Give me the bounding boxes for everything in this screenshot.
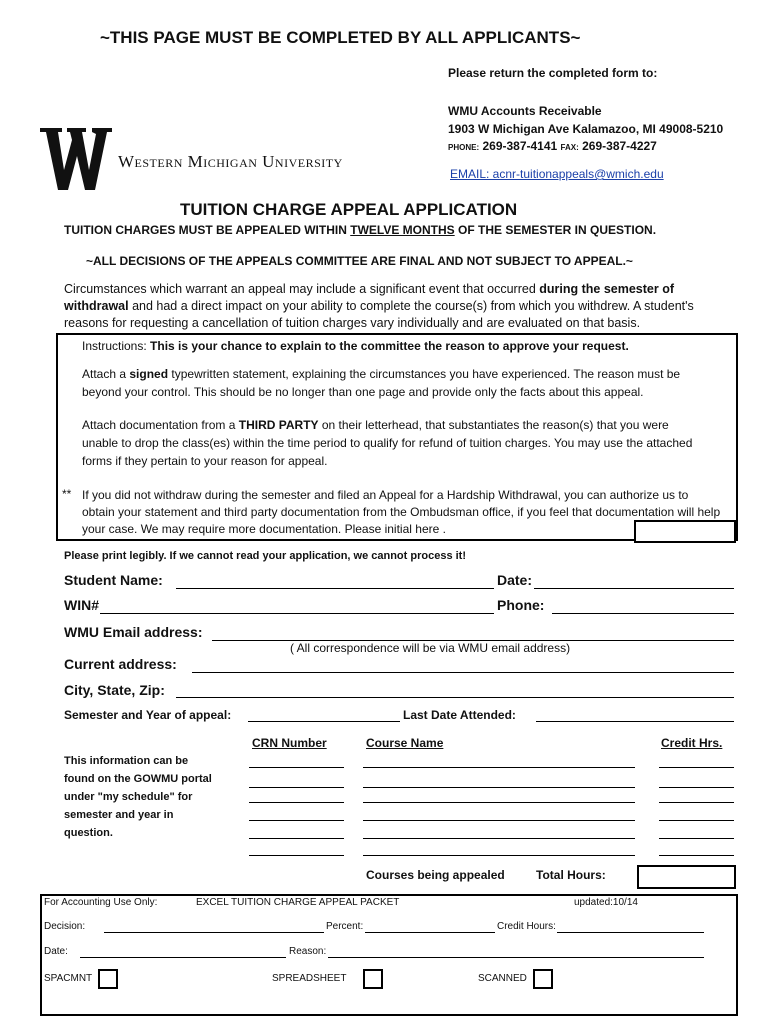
acct-date-label: Date: <box>44 946 68 957</box>
credit-hours-field[interactable] <box>557 932 704 933</box>
crn-field-3[interactable] <box>249 802 344 803</box>
last-date-label: Last Date Attended: <box>403 708 516 722</box>
date-label: Date: <box>497 572 533 588</box>
phone-label: PHONE: <box>448 143 480 152</box>
crn-field-5[interactable] <box>249 838 344 839</box>
phone-field-label: Phone: <box>497 597 545 613</box>
semester-year-label: Semester and Year of appeal: <box>64 708 232 722</box>
reason-label: Reason: <box>289 946 327 957</box>
course-name-field-3[interactable] <box>363 802 635 803</box>
circumstances-text: Circumstances which warrant an appeal may include a significant event that occurred <box>64 282 540 296</box>
deadline-pre: TUITION CHARGES MUST BE APPEALED WITHIN <box>64 223 351 237</box>
p1-c: typewritten statement, explaining the circumstances you have experienced. The reason must be beyond your control. This should be no longer than one page and provide only the facts about this appeal. <box>82 367 681 399</box>
instructions-p2 <box>82 416 702 470</box>
return-address: 1903 W Michigan Ave Kalamazoo, MI 49008-5210 <box>448 122 724 136</box>
phone-number: 269-387-4141 <box>482 139 558 153</box>
instructions-box-bottom <box>56 539 634 541</box>
course-name-field-2[interactable] <box>363 787 635 788</box>
wmu-w-mark-icon <box>40 126 112 192</box>
credit-field-2[interactable] <box>659 787 734 788</box>
decision-label: Decision: <box>44 921 86 932</box>
credit-field-6[interactable] <box>659 855 734 856</box>
city-state-zip-label: City, State, Zip: <box>64 682 165 698</box>
p1-a: Attach a <box>82 367 130 381</box>
course-name-header: Course Name <box>366 736 444 750</box>
crn-field-6[interactable] <box>249 855 344 856</box>
p2-b: THIRD PARTY <box>238 418 319 432</box>
decision-field[interactable] <box>104 932 324 933</box>
accounting-box <box>40 894 738 1016</box>
accounting-updated: updated:10/14 <box>574 897 638 908</box>
percent-field[interactable] <box>365 932 495 933</box>
university-name: Western Michigan University <box>118 152 343 171</box>
email-field-label: WMU Email address: <box>64 624 203 640</box>
email-link[interactable]: EMAIL: acnr-tuitionappeals@wmich.edu <box>450 167 664 181</box>
instructions-star: ** <box>62 487 72 501</box>
current-address-label: Current address: <box>64 656 177 672</box>
crn-field-2[interactable] <box>249 787 344 788</box>
phone-field[interactable] <box>552 613 734 614</box>
instructions-p1 <box>82 365 702 401</box>
student-name-label: Student Name: <box>64 572 163 588</box>
instructions-label: Instructions: <box>82 339 151 353</box>
last-date-field[interactable] <box>536 721 734 722</box>
total-hours-label: Total Hours: <box>536 868 606 882</box>
scanned-checkbox[interactable] <box>533 969 553 989</box>
p2-a: Attach documentation from a <box>82 418 239 432</box>
return-phone-line <box>448 139 657 153</box>
semester-year-field[interactable] <box>248 721 400 722</box>
instructions-heading <box>82 339 629 353</box>
course-name-field-5[interactable] <box>363 838 635 839</box>
spreadsheet-checkbox[interactable] <box>363 969 383 989</box>
circumstances-rest: and had a direct impact on your ability to complete the course(s) from which you withdrew. A student's reasons for requesting a cancellation of tuition charges vary individually and are evaluated on that basis. <box>64 299 694 330</box>
percent-label: Percent: <box>326 921 364 932</box>
instructions-p3: If you did not withdraw during the semester and filed an Appeal for a Hardship Withdrawal, you can authorize us to obtain your statement and third party documentation from the Ombudsman office, if you feel that documentation will help your case. We may require more documentation. Please initial here . <box>82 488 721 536</box>
reason-field[interactable] <box>328 957 704 958</box>
fax-number: 269-387-4227 <box>582 139 657 153</box>
student-name-field[interactable] <box>176 588 494 589</box>
email-note: ( All correspondence will be via WMU email address) <box>290 641 571 655</box>
deadline-notice <box>64 223 656 237</box>
credit-field-4[interactable] <box>659 820 734 821</box>
page-header: ~THIS PAGE MUST BE COMPLETED BY ALL APPLICANTS~ <box>100 28 581 47</box>
instructions-bold: This is your chance to explain to the committee the reason to approve your request. <box>150 339 629 353</box>
spacmnt-label: SPACMNT <box>44 973 93 984</box>
circumstances-paragraph <box>64 281 704 332</box>
accounting-packet: EXCEL TUITION CHARGE APPEAL PACKET <box>196 897 400 908</box>
win-field[interactable] <box>100 613 494 614</box>
credit-field-3[interactable] <box>659 802 734 803</box>
deadline-post: OF THE SEMESTER IN QUESTION. <box>454 223 657 237</box>
current-address-field[interactable] <box>192 672 734 673</box>
credit-hours-label: Credit Hours: <box>497 921 556 932</box>
credit-field-1[interactable] <box>659 767 734 768</box>
course-name-field-1[interactable] <box>363 767 635 768</box>
circumstances-bold: during the semester of withdrawal <box>64 282 674 313</box>
p2-c: on their letterhead, that substantiates the reason(s) that you were unable to drop the class(es) within the time period to qualify for refund of tuition charges. You may use the attached forms if they pertain to your reason for appeal. <box>82 418 693 468</box>
fax-label: FAX: <box>560 143 579 152</box>
total-hours-box[interactable] <box>637 865 736 889</box>
credit-field-5[interactable] <box>659 838 734 839</box>
course-help-text: This information can be found on the GOWMU portal under "my schedule" for semester and year in question. <box>64 755 212 839</box>
scanned-label: SCANNED <box>478 973 527 984</box>
credit-hrs-header: Credit Hrs. <box>661 736 723 750</box>
win-label: WIN# <box>64 597 99 613</box>
return-label: Please return the completed form to: <box>448 66 658 80</box>
crn-field-1[interactable] <box>249 767 344 768</box>
course-name-field-6[interactable] <box>363 855 635 856</box>
wmu-logo <box>40 126 112 192</box>
course-name-field-4[interactable] <box>363 820 635 821</box>
date-field[interactable] <box>534 588 734 589</box>
courses-appealed-label: Courses being appealed <box>366 868 505 882</box>
crn-header: CRN Number <box>252 736 327 750</box>
spreadsheet-label: SPREADSHEET <box>272 973 347 984</box>
p1-b: signed <box>129 367 169 381</box>
final-notice: ~ALL DECISIONS OF THE APPEALS COMMITTEE ARE FINAL AND NOT SUBJECT TO APPEAL.~ <box>86 254 633 268</box>
print-notice: Please print legibly. If we cannot read your application, we cannot process it! <box>64 550 466 562</box>
city-state-zip-field[interactable] <box>176 697 734 698</box>
deadline-emph: TWELVE MONTHS <box>350 223 455 237</box>
acct-date-field[interactable] <box>80 957 286 958</box>
spacmnt-checkbox[interactable] <box>98 969 118 989</box>
accounting-label: For Accounting Use Only: <box>44 897 158 908</box>
crn-field-4[interactable] <box>249 820 344 821</box>
page-title: TUITION CHARGE APPEAL APPLICATION <box>180 200 518 219</box>
return-org: WMU Accounts Receivable <box>448 104 602 118</box>
